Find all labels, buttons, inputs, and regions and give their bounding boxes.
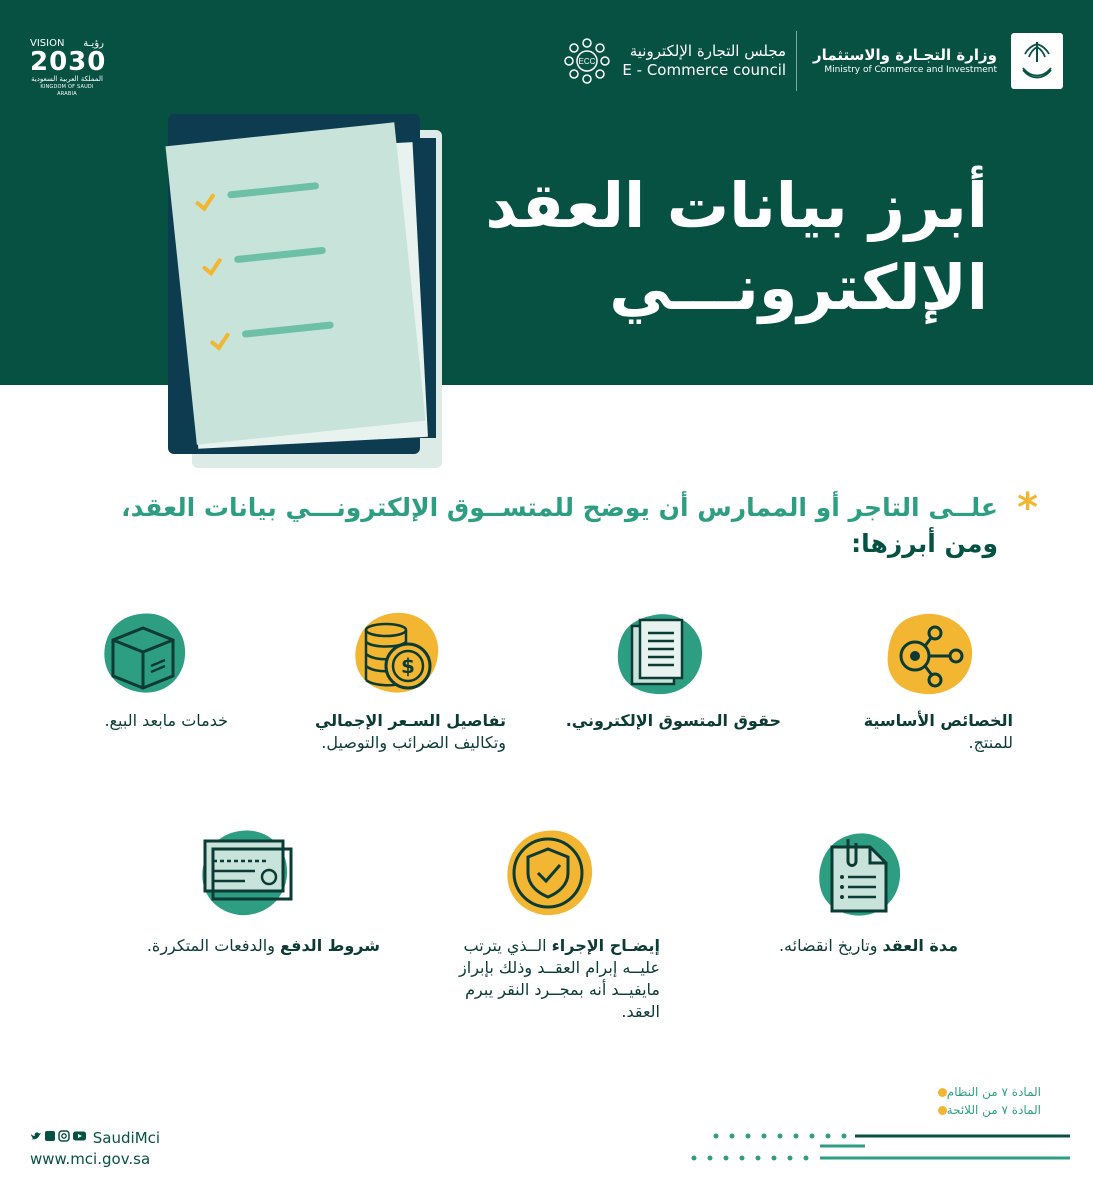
item-3-line2: وتكاليف الضرائب والتوصيل. [321, 733, 506, 752]
facebook-icon [45, 1131, 55, 1141]
documents-stack-icon [610, 608, 710, 698]
clipped-document-icon [810, 825, 910, 920]
ref-dot-icon [938, 1088, 947, 1097]
item-3-bold: تفاصيل السـعر الإجمالي [314, 711, 506, 730]
instagram-icon [59, 1131, 69, 1141]
item-shopper-rights [566, 710, 781, 732]
item-6-line2: عليــه إبرام العقــد وذلك بإبراز [459, 958, 660, 977]
ecc-badge-icon [562, 36, 612, 86]
ref-2-text: المادة ٧ من اللائحة [946, 1103, 1041, 1117]
page-title [485, 165, 988, 329]
social-footer [30, 1128, 160, 1169]
mci-name-en: Ministry of Commerce and Investment [824, 65, 997, 75]
ecc-name-en: E - Commerce council [622, 61, 787, 79]
item-contract-duration [779, 935, 958, 957]
vision-country-ar: المملكة العربية السعودية [31, 75, 103, 83]
references [934, 1083, 1041, 1119]
item-5-bold: مدة العقد [882, 936, 958, 955]
ref-1-text: المادة ٧ من النظام [946, 1085, 1041, 1099]
social-icons[interactable] [30, 1129, 88, 1149]
twitter-icon [31, 1132, 41, 1139]
title-line-1: أبرز بيانات العقد [485, 169, 988, 242]
item-1-bold: الخصائص الأساسية [863, 711, 1013, 730]
logos-bar [562, 28, 1063, 94]
svg-text:ECC: ECC [578, 57, 596, 66]
payment-card-icon [195, 825, 300, 920]
ref-dot-icon [938, 1106, 947, 1115]
item-6-bold: إيضـاح الإجراء [551, 936, 660, 955]
item-2-bold: حقوق المتسوق الإلكتروني. [565, 711, 781, 730]
ecc-logo-text [622, 42, 786, 80]
item-7-bold: شروط الدفع [280, 936, 380, 955]
svg-text:$: $ [401, 654, 415, 678]
item-procedure [459, 935, 660, 1023]
asterisk-icon: * [1017, 485, 1038, 531]
item-price-details [315, 710, 506, 754]
website-url[interactable]: www.mci.gov.sa [30, 1149, 151, 1168]
network-icon [870, 608, 980, 698]
vision-country-en: KINGDOM OF SAUDI ARABIA [40, 84, 94, 97]
vision-word-ar: رؤيـة [83, 38, 104, 49]
item-6-rest: الــذي يترتب [463, 936, 552, 955]
documents-illustration [160, 108, 450, 470]
social-handle[interactable]: SaudiMci [92, 1129, 161, 1147]
item-after-sales [104, 710, 228, 732]
intro-line-1: علــى التاجر أو الممارس أن يوضح للمتســوق الإلكترونـــي بيانات العقد، [121, 493, 998, 522]
footer-decoration [680, 1128, 1080, 1168]
title-line-2: الإلكترونـــي [609, 251, 988, 324]
item-7-rest: والدفعات المتكررة. [146, 936, 281, 955]
item-6-line3: مايفيــد أنه بمجــرد النقر يبرم [465, 980, 660, 999]
coins-icon [348, 608, 448, 698]
saudi-emblem-icon [1011, 33, 1063, 89]
vision-word: VISION [30, 38, 65, 49]
item-1-line2: للمنتج. [968, 733, 1013, 752]
intro-line-2: ومن أبرزها: [851, 529, 998, 558]
item-5-rest: وتاريخ انقضائه. [778, 936, 883, 955]
box-icon [95, 608, 195, 698]
shield-check-icon [500, 825, 600, 920]
item-4-text: خدمات مابعد البيع. [104, 711, 228, 730]
mci-name-ar: وزارة التجـارة والاستثمار [813, 46, 997, 64]
intro-text [98, 490, 998, 562]
vision-2030-logo [30, 38, 107, 98]
item-basic-features [864, 710, 1013, 754]
item-payment-terms [147, 935, 380, 957]
logo-divider [796, 31, 797, 91]
mci-logo-text [813, 46, 997, 76]
item-6-line4: العقد. [621, 1002, 660, 1021]
vision-year: 2030 [30, 47, 107, 77]
paper-front [166, 122, 426, 444]
ecc-name-ar: مجلس التجارة الإلكترونية [629, 42, 787, 60]
